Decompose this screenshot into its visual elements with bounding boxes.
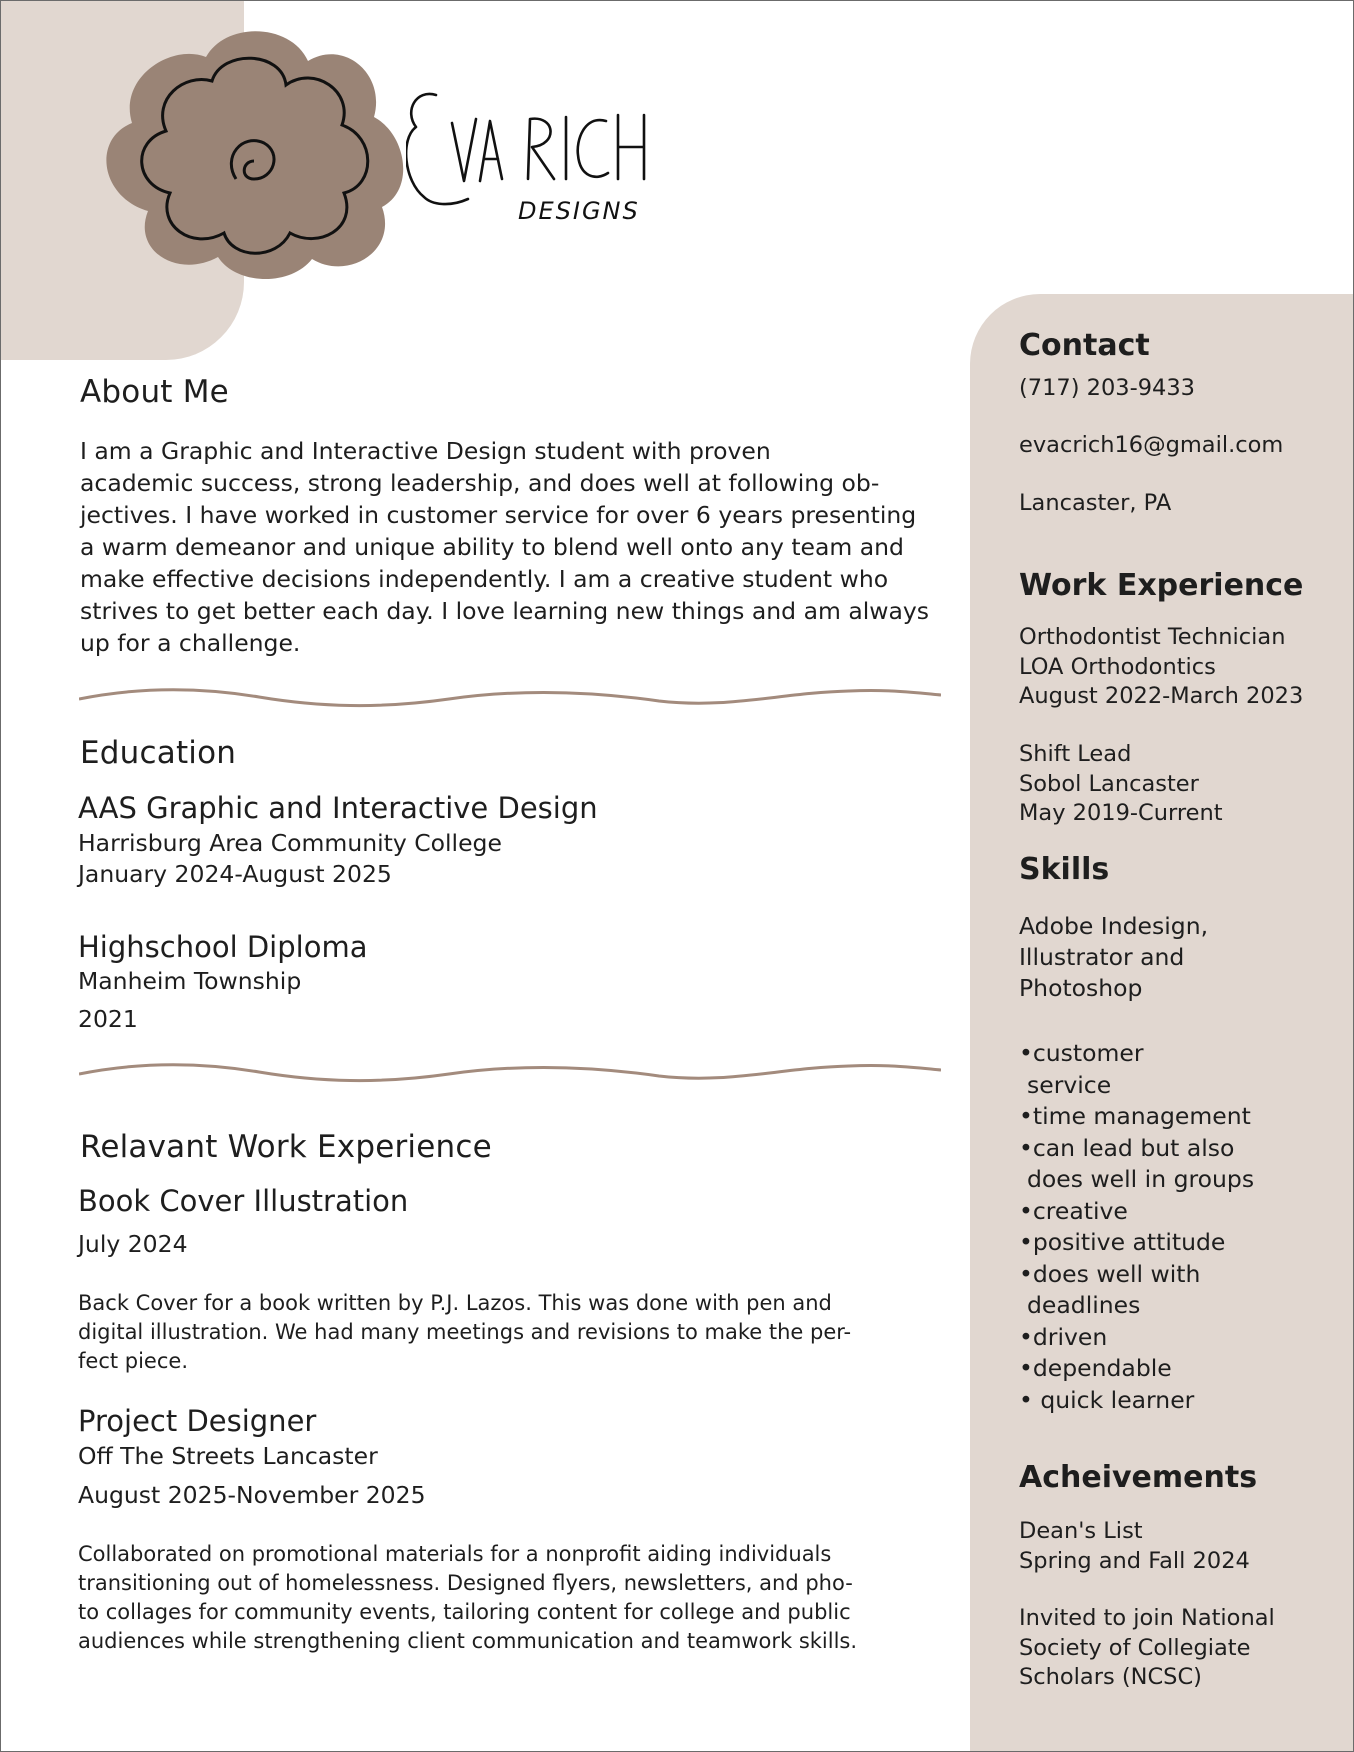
- about-line: jectives. I have worked in customer service for over 6 years presenting: [80, 501, 917, 529]
- skills-software: [1019, 911, 1208, 1004]
- skill-item-cont: deadlines: [1027, 1291, 1141, 1319]
- contact-heading: Contact: [1019, 328, 1150, 363]
- education-title: Highschool Diploma: [78, 930, 368, 964]
- about-line: up for a challenge.: [80, 629, 301, 657]
- flower-shape: [106, 31, 403, 279]
- achievement-line: Spring and Fall 2024: [1019, 1547, 1250, 1574]
- job-title: Orthodontist Technician: [1019, 624, 1286, 650]
- contact-email: evacrich16@gmail.com: [1019, 432, 1284, 458]
- skill-item-cont: service: [1027, 1070, 1112, 1099]
- education-dates: 2021: [78, 1005, 138, 1033]
- relevant-line: audiences while strengthening client communication and teamwork skills.: [78, 1629, 858, 1653]
- job-dates: May 2019-Current: [1019, 800, 1223, 826]
- about-line: strives to get better each day. I love learning new things and am always: [80, 597, 930, 625]
- achievement-line: Dean's List: [1019, 1518, 1143, 1544]
- relevant-description: [78, 1540, 857, 1656]
- skill-item: •customer: [1019, 1039, 1144, 1067]
- relevant-line: fect piece.: [78, 1349, 188, 1373]
- skill-software: Illustrator and: [1019, 943, 1185, 971]
- skill-item: •driven: [1019, 1322, 1108, 1351]
- skill-item-cont: does well in groups: [1027, 1165, 1255, 1193]
- skill-item: [1019, 1070, 1254, 1102]
- work-heading: Work Experience: [1019, 568, 1304, 603]
- flower-logo-icon: [86, 29, 408, 281]
- achievement: [1019, 1604, 1275, 1693]
- skill-item: [1019, 1290, 1254, 1322]
- brand-wordmark: [406, 81, 706, 241]
- skill-item: •creative: [1019, 1196, 1128, 1225]
- skill-item: •does well with: [1019, 1259, 1201, 1288]
- relevant-dates: August 2025-November 2025: [78, 1481, 426, 1509]
- education-heading: Education: [80, 735, 237, 771]
- relevant-line: transitioning out of homelessness. Designed flyers, newsletters, and pho-: [78, 1571, 853, 1595]
- education-dates: January 2024-August 2025: [78, 860, 392, 888]
- relevant-description: [78, 1289, 851, 1376]
- about-line: I am a Graphic and Interactive Design student with proven: [80, 437, 771, 465]
- contact-location: Lancaster, PA: [1019, 490, 1172, 516]
- skill-software: Adobe Indesign,: [1019, 912, 1209, 940]
- relevant-heading: Relavant Work Experience: [80, 1129, 492, 1165]
- achievement: [1019, 1517, 1250, 1576]
- achievement-line: Scholars (NCSC): [1019, 1664, 1202, 1690]
- job-dates: August 2022-March 2023: [1019, 683, 1304, 709]
- skill-item: [1019, 1164, 1254, 1196]
- brand-tagline: DESIGNS: [518, 197, 640, 225]
- achievements-heading: Acheivements: [1019, 1460, 1258, 1495]
- skill-item: •positive attitude: [1019, 1228, 1226, 1256]
- achievement-line: Invited to join National: [1019, 1605, 1275, 1631]
- relevant-title: Project Designer: [78, 1404, 317, 1438]
- skill-item: • quick learner: [1019, 1385, 1195, 1414]
- wave-divider: [79, 683, 941, 713]
- skill-software: Photoshop: [1019, 974, 1143, 1002]
- relevant-line: digital illustration. We had many meetings and revisions to make the per-: [78, 1320, 852, 1344]
- contact-phone: (717) 203-9433: [1019, 375, 1195, 401]
- skill-item: •dependable: [1019, 1354, 1172, 1382]
- skill-item: •can lead but also: [1019, 1133, 1235, 1162]
- relevant-line: Collaborated on promotional materials for a nonprofit aiding individuals: [78, 1542, 832, 1566]
- job-company: Sobol Lancaster: [1019, 771, 1199, 797]
- education-school: Manheim Township: [78, 967, 302, 995]
- about-line: make effective decisions independently. I am a creative student who: [80, 565, 889, 593]
- relevant-title: Book Cover Illustration: [78, 1184, 409, 1218]
- relevant-line: to collages for community events, tailoring content for college and public: [78, 1600, 851, 1624]
- education-title: AAS Graphic and Interactive Design: [78, 791, 598, 825]
- achievement-line: Society of Collegiate: [1019, 1634, 1251, 1661]
- wave-divider: [79, 1058, 941, 1088]
- about-line: a warm demeanor and unique ability to blend well onto any team and: [80, 533, 904, 561]
- relevant-dates: July 2024: [78, 1230, 188, 1258]
- relevant-org: Off The Streets Lancaster: [78, 1442, 378, 1470]
- skills-list: [1019, 1038, 1254, 1416]
- about-text: [80, 435, 929, 659]
- relevant-line: Back Cover for a book written by P.J. Lazos. This was done with pen and: [78, 1291, 832, 1315]
- about-line: academic success, strong leadership, and does well at following ob-: [80, 469, 880, 497]
- skill-item: •time management: [1019, 1102, 1251, 1130]
- job-company: LOA Orthodontics: [1019, 654, 1216, 680]
- skills-heading: Skills: [1019, 852, 1110, 887]
- education-school: Harrisburg Area Community College: [78, 829, 502, 857]
- job-title: Shift Lead: [1019, 741, 1132, 767]
- about-heading: About Me: [80, 374, 229, 410]
